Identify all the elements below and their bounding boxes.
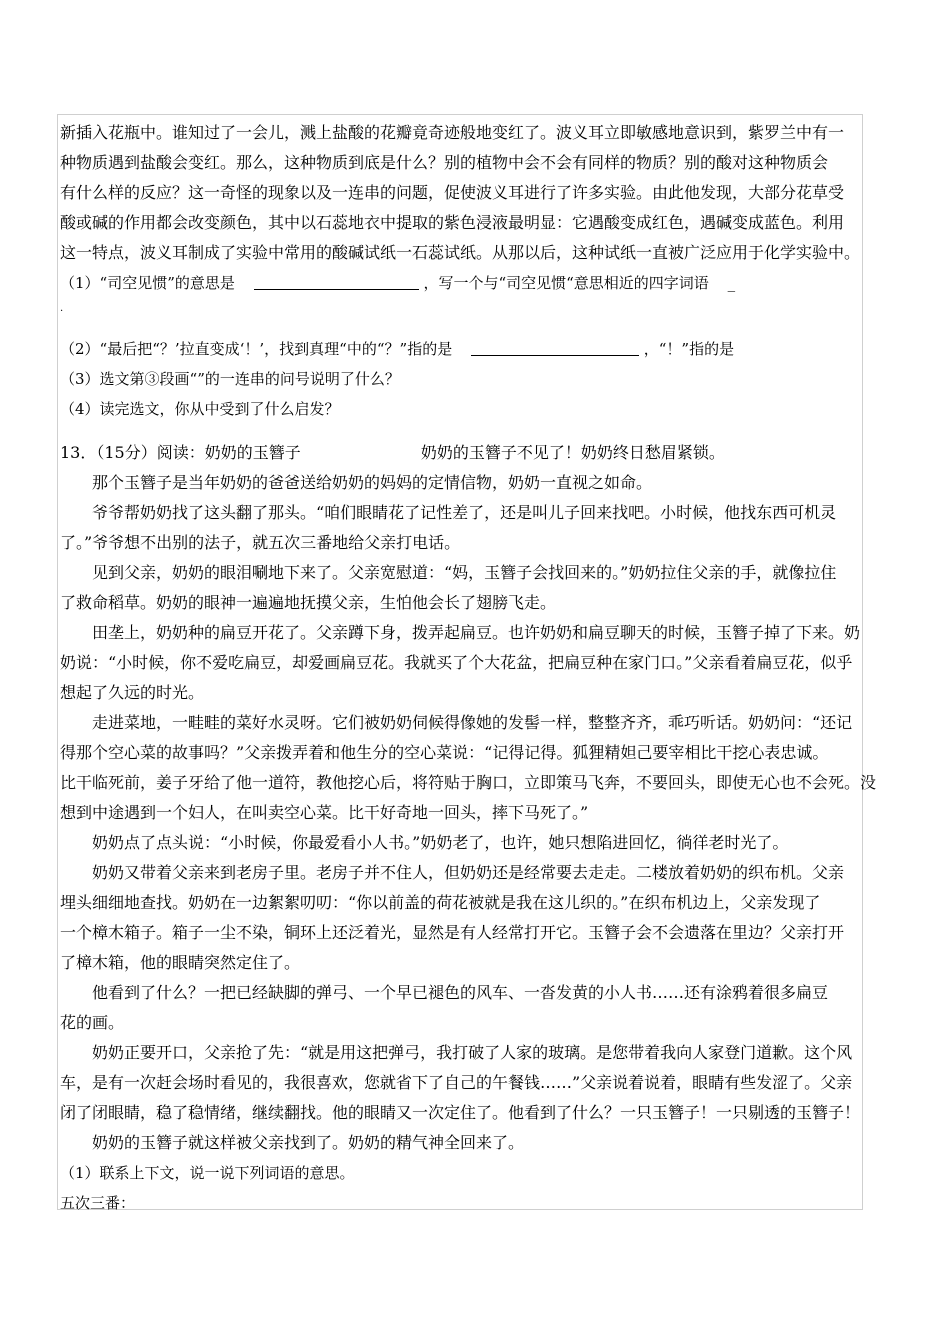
passage-line: 一个樟木箱子。箱子一尘不染，铜环上还泛着光，显然是有人经常打开它。玉簪子会不会遗落在里边？父亲打开 [60, 923, 845, 942]
document-body [60, 118, 877, 1218]
questions-boyle [60, 268, 872, 424]
passage-line: 有什么样的反应？这一奇怪的现象以及一连串的问题，促使波义耳进行了许多实验。由此他发现，大部分花草受 [60, 183, 845, 202]
passage-line: 花的画。 [60, 1013, 125, 1032]
question-13 [60, 438, 877, 1218]
passage-line: 走进菜地，一畦畦的菜好水灵呀。它们被奶奶伺候得像她的发髻一样，整整齐齐，乖巧听话。奶奶问：“还记 [92, 713, 853, 732]
question-2-text: （2）“最后把“？’拉直变成‘！’，找到真理“中的“？”指的是 [60, 340, 453, 358]
question-1-text-2: ，写一个与“司空见惯“意思相近的四字词语 [423, 274, 709, 292]
sub-question-1-item: 五次三番： [60, 1194, 136, 1212]
passage-line: 闭了闭眼睛，稳了稳情绪，继续翻找。他的眼睛又一次定住了。他看到了什么？一只玉簪子！一只剔透的玉簪子！ [60, 1103, 861, 1122]
reading-title: 13．（15分）阅读：奶奶的玉簪子 [60, 443, 301, 462]
passage-line: 奶奶正要开口，父亲抢了先：“就是用这把弹弓，我打破了人家的玻璃。是您带着我向人家登门道歉。这个风 [92, 1043, 853, 1062]
question-2-text-2: ，“！”指的是 [643, 340, 735, 358]
passage-line: 比干临死前，姜子牙给了他一道符，教他挖心后，将符贴于胸口，立即策马飞奔，不要回头，即使无心也不会死。没 [60, 773, 877, 792]
passage-line: 这一特点，波义耳制成了实验中常用的酸碱试纸一石蕊试纸。从那以后，这种试纸一直被广泛应用于化学实验中。 [60, 243, 861, 262]
question-3: （3）选文第③段画“”的一连串的问号说明了什么？ [60, 370, 400, 388]
passage-line: 奶奶又带着父亲来到老房子里。老房子并不住人，但奶奶还是经常要去走走。二楼放着奶奶的织布机。父亲 [92, 863, 845, 882]
question-4: （4）读完选文，你从中受到了什么启发？ [60, 400, 340, 418]
answer-blank[interactable] [254, 273, 419, 290]
passage-line: 奶说：“小时候，你不爱吃扁豆，却爱画扁豆花。我就买了个大花盆，把扁豆种在家门口。”父亲看着扁豆花，似乎 [60, 653, 853, 672]
passage-line: 见到父亲，奶奶的眼泪唰地下来了。父亲宽慰道：“妈，玉簪子会找回来的。”奶奶拉住父亲的手，就像拉住 [92, 563, 837, 582]
passage-line: 了樟木箱，他的眼睛突然定住了。 [60, 953, 301, 972]
passage-line: 想到中途遇到一个妇人，在叫卖空心菜。比干好奇地一回头，摔下马死了。” [60, 803, 589, 822]
question-1 [60, 268, 872, 298]
passage-line: 了救命稻草。奶奶的眼神一遍遍地抚摸父亲，生怕他会长了翅膀飞走。 [60, 593, 557, 612]
passage-line: 得那个空心菜的故事吗？”父亲拨弄着和他生分的空心菜说：“记得记得。狐狸精妲己要宰相比干挖心表忠诚。 [60, 743, 829, 762]
passage-line: 车，是有一次赶会场时看见的，我很喜欢，您就省下了自己的午餐钱……”父亲说着说着，眼睛有些发涩了。父亲 [60, 1073, 853, 1092]
passage-line: 埋头细细地查找。奶奶在一边絮絮叨叨：“你以前盖的荷花被就是我在这儿织的。”在织布机边上，父亲发现了 [60, 893, 821, 912]
passage-line: 爷爷帮奶奶找了这头翻了那头。“咱们眼睛花了记性差了，还是叫儿子回来找吧。小时候，他找东西可机灵 [92, 503, 837, 522]
question-1-dot: . [60, 303, 64, 314]
passage-line: 了。”爷爷想不出别的法子，就五次三番地给父亲打电话。 [60, 533, 461, 552]
passage-line: 他看到了什么？一把已经缺脚的弹弓、一个早已褪色的风车、一沓发黄的小人书……还有涂鸦着很多扁豆 [92, 983, 829, 1002]
passage-line: 种物质遇到盐酸会变红。那么，这种物质到底是什么？别的植物中会不会有同样的物质？别的酸对这种物质会 [60, 153, 829, 172]
passage-line: 田垄上，奶奶种的扁豆开花了。父亲蹲下身，拨弄起扁豆。也许奶奶和扁豆聊天的时候，玉簪子掉了下来。奶 [92, 623, 861, 642]
passage-line: 新插入花瓶中。谁知过了一会儿，溅上盐酸的花瓣竟奇迹般地变红了。波义耳立即敏感地意识到，紫罗兰中有一 [60, 123, 845, 142]
passage-line: 奶奶的玉簪子就这样被父亲找到了。奶奶的精气神全回来了。 [92, 1133, 525, 1152]
passage-line: 奶奶的玉簪子不见了！奶奶终日愁眉紧锁。 [420, 443, 725, 462]
passage-line: 奶奶点了点头说：“小时候，你最爱看小人书。”奶奶老了，也许，她只想陷进回忆，徜徉老时光了。 [92, 833, 789, 852]
question-1-text: （1）“司空见惯”的意思是 [60, 274, 235, 292]
passage-line: 想起了久远的时光。 [60, 683, 205, 702]
question-13-heading [60, 438, 872, 468]
passage-grandma-jade-hairpin [60, 468, 877, 1158]
passage-boyle [60, 118, 872, 268]
answer-blank[interactable] [471, 339, 639, 356]
question-2 [60, 334, 872, 364]
answer-blank-short: _ [727, 274, 736, 292]
passage-line: 酸或碱的作用都会改变颜色，其中以石蕊地衣中提取的紫色浸液最明显：它遇酸变成红色，遇碱变成蓝色。利用 [60, 213, 845, 232]
sub-question-1: （1）联系上下文，说一说下列词语的意思。 [60, 1164, 355, 1182]
passage-line: 那个玉簪子是当年奶奶的爸爸送给奶奶的妈妈的定情信物，奶奶一直视之如命。 [92, 473, 653, 492]
